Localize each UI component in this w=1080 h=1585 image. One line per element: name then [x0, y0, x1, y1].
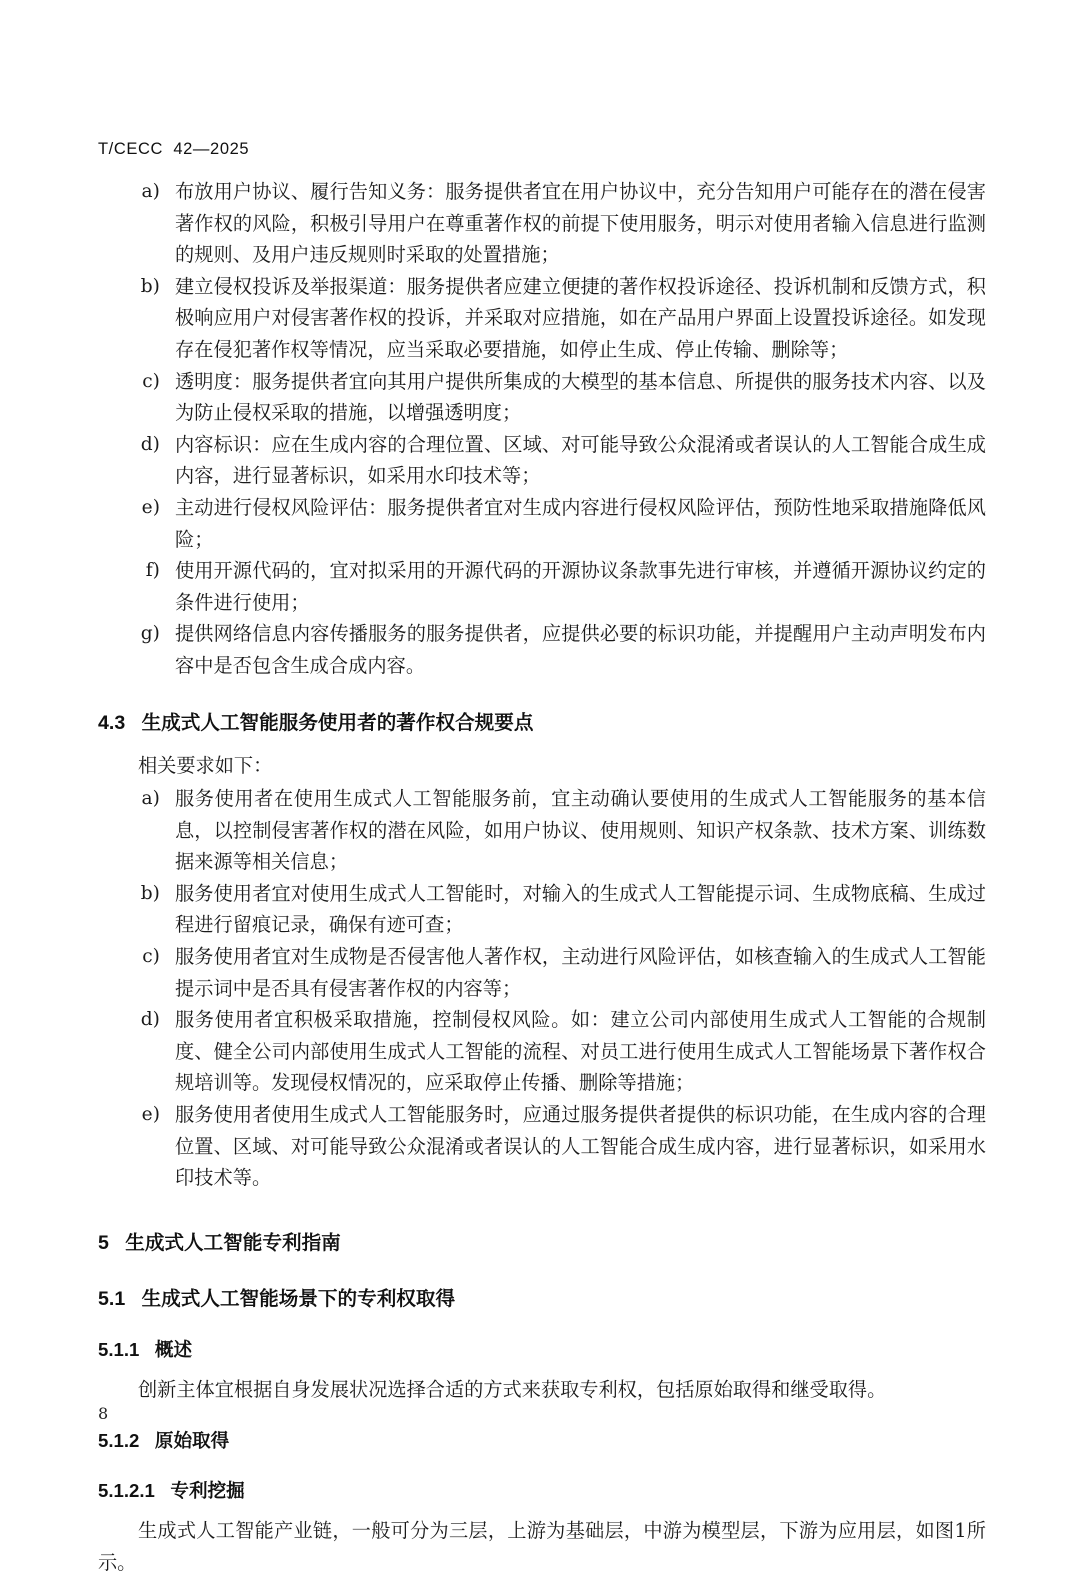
heading-clause-5-1-2: 5.1.2 原始取得: [98, 1430, 230, 1452]
list-marker: a): [141, 788, 160, 810]
list-marker: e): [141, 1104, 160, 1126]
list-item-text: 建立侵权投诉及举报渠道：服务提供者应建立便捷的著作权投诉途径、投诉机制和反馈方式，积极响应用户对侵害著作权的投诉，并采取对应措施，如在产品用户界面上设置投诉途径。如发现存在侵犯著作权等情况，应当采取必要措施，如停止生成、停止传输、删除等；: [175, 274, 986, 361]
list-marker: e): [141, 496, 160, 518]
list-marker: b): [140, 882, 160, 904]
list-item-text: 提供网络信息内容传播服务的服务提供者，应提供必要的标识功能，并提醒用户主动声明发布内容中是否包含生成合成内容。: [175, 622, 986, 677]
clause-5-1-1-paragraph: 创新主体宜根据自身发展状况选择合适的方式来获取专利权，包括原始取得和继受取得。: [138, 1377, 887, 1401]
page-content: [98, 176, 986, 1585]
list-item-text: 透明度：服务提供者宜向其用户提供所集成的大模型的基本信息、所提供的服务技术内容、以及为防止侵权采取的措施，以增强透明度；: [175, 369, 986, 425]
clause-4-2-list: [98, 176, 986, 682]
list-item-text: 服务使用者宜积极采取措施，控制侵权风险。如：建立公司内部使用生成式人工智能的合规制度、健全公司内部使用生成式人工智能的流程、对员工进行使用生成式人工智能场景下著作权合规培训等。发现侵权情况的，应采取停止传播、删除等措施；: [175, 1008, 986, 1095]
list-item-text: 主动进行侵权风险评估：服务提供者宜对生成内容进行侵权风险评估，预防性地采取措施降低风险；: [175, 495, 986, 551]
list-item-text: 使用开源代码的，宜对拟采用的开源代码的开源协议条款事先进行审核，并遵循开源协议约定的条件进行使用；: [175, 559, 986, 614]
clause-4-3-lead-in: 相关要求如下：: [138, 753, 273, 777]
list-item: [98, 1099, 986, 1194]
list-item-text: 服务使用者宜对使用生成式人工智能时，对输入的生成式人工智能提示词、生成物底稿、生成过程进行留痕记录，确保有迹可查；: [175, 881, 986, 937]
list-item: [98, 271, 986, 366]
list-marker: b): [140, 275, 160, 297]
list-item-text: 服务使用者使用生成式人工智能服务时，应通过服务提供者提供的标识功能，在生成内容的合理位置、区域、对可能导致公众混淆或者误认的人工智能合成生成内容，进行显著标识，如采用水印技术等。: [175, 1103, 986, 1190]
heading-clause-5-1-1: 5.1.1 概述: [98, 1338, 193, 1360]
clause-4-3-list: [98, 783, 986, 1194]
page-number: 8: [98, 1404, 109, 1423]
list-marker: c): [142, 370, 160, 392]
heading-clause-4-3: 4.3 生成式人工智能服务使用者的著作权合规要点: [98, 711, 534, 734]
list-item-text: 服务使用者宜对生成物是否侵害他人著作权，主动进行风险评估，如核查输入的生成式人工智能提示词中是否具有侵害著作权的内容等；: [175, 945, 986, 1000]
list-marker: c): [142, 946, 160, 968]
list-marker: f): [145, 560, 160, 582]
heading-clause-5-1: 5.1 生成式人工智能场景下的专利权取得: [98, 1287, 456, 1310]
list-marker: d): [140, 433, 160, 455]
list-item-text: 服务使用者在使用生成式人工智能服务前，宜主动确认要使用的生成式人工智能服务的基本信息，以控制侵害著作权的潜在风险，如用户协议、使用规则、知识产权条款、技术方案、训练数据来源等相关信息；: [175, 787, 986, 874]
list-item: [98, 492, 986, 555]
heading-clause-5-1-2-1: 5.1.2.1 专利挖掘: [98, 1480, 245, 1502]
list-item: [98, 176, 986, 271]
clause-5-1-2-1-paragraph: 生成式人工智能产业链，一般可分为三层，上游为基础层，中游为模型层，下游为应用层，如图1所示。: [98, 1519, 986, 1574]
list-item: [98, 555, 986, 618]
list-item: [98, 783, 986, 878]
list-item-text: 内容标识：应在生成内容的合理位置、区域、对可能导致公众混淆或者误认的人工智能合成生成内容，进行显著标识，如采用水印技术等；: [175, 432, 986, 488]
list-item: [98, 366, 986, 429]
list-marker: a): [141, 181, 160, 202]
heading-clause-5: 5 生成式人工智能专利指南: [98, 1231, 341, 1254]
list-item: [98, 878, 986, 941]
list-item: [98, 941, 986, 1004]
running-header-standard-number: T/CECC 42—2025: [98, 140, 250, 158]
list-marker: g): [140, 623, 160, 645]
list-item: [98, 429, 986, 492]
list-item-text: 布放用户协议、履行告知义务：服务提供者宜在用户协议中，充分告知用户可能存在的潜在侵害著作权的风险，积极引导用户在尊重著作权的前提下使用服务，明示对使用者输入信息进行监测的规则、及用户违反规则时采取的处置措施；: [175, 180, 986, 267]
list-item: [98, 618, 986, 681]
list-marker: d): [140, 1009, 160, 1031]
list-item: [98, 1004, 986, 1099]
